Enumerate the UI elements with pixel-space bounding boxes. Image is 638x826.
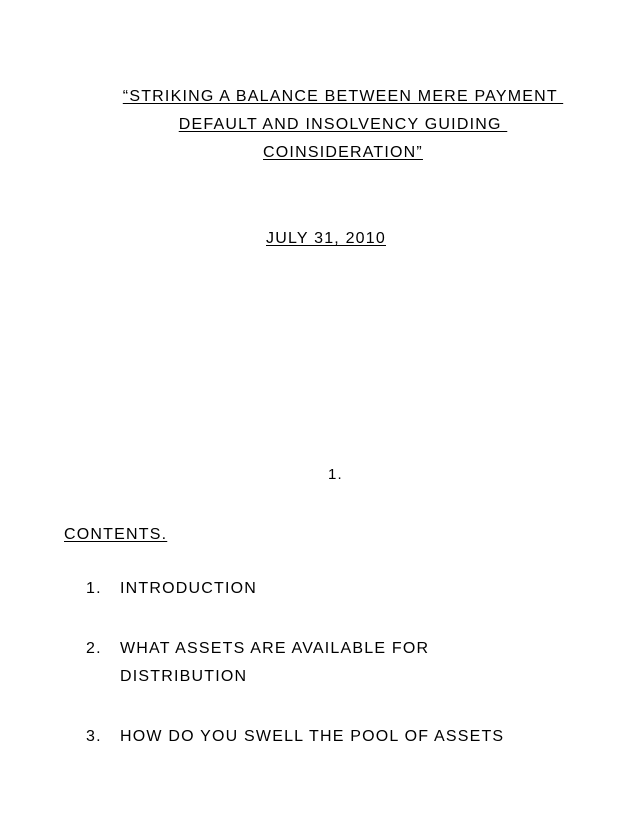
toc-item-assets-available [86,635,586,691]
toc-item-text: WHAT ASSETS ARE AVAILABLE FOR DISTRIBUTION [120,640,430,685]
toc-item-text: HOW DO YOU SWELL THE POOL OF ASSETS [120,728,505,745]
page-number: 1. [328,466,343,483]
contents-heading: CONTENTS. [64,526,168,543]
title-line-3: COINSIDERATION” [263,144,423,161]
title-line-1: “STRIKING A BALANCE BETWEEN MERE PAYMENT [122,88,564,105]
toc-item-introduction [86,575,586,603]
toc-item-swell-pool [86,723,586,751]
toc-item-number: 2. [86,640,102,657]
toc-item-text: INTRODUCTION [120,580,258,597]
toc-item-number: 3. [86,728,102,745]
title-line-2: DEFAULT AND INSOLVENCY GUIDING [178,116,508,133]
toc-item-number: 1. [86,580,102,597]
document-title [0,83,638,167]
document-date: JULY 31, 2010 [266,230,386,247]
